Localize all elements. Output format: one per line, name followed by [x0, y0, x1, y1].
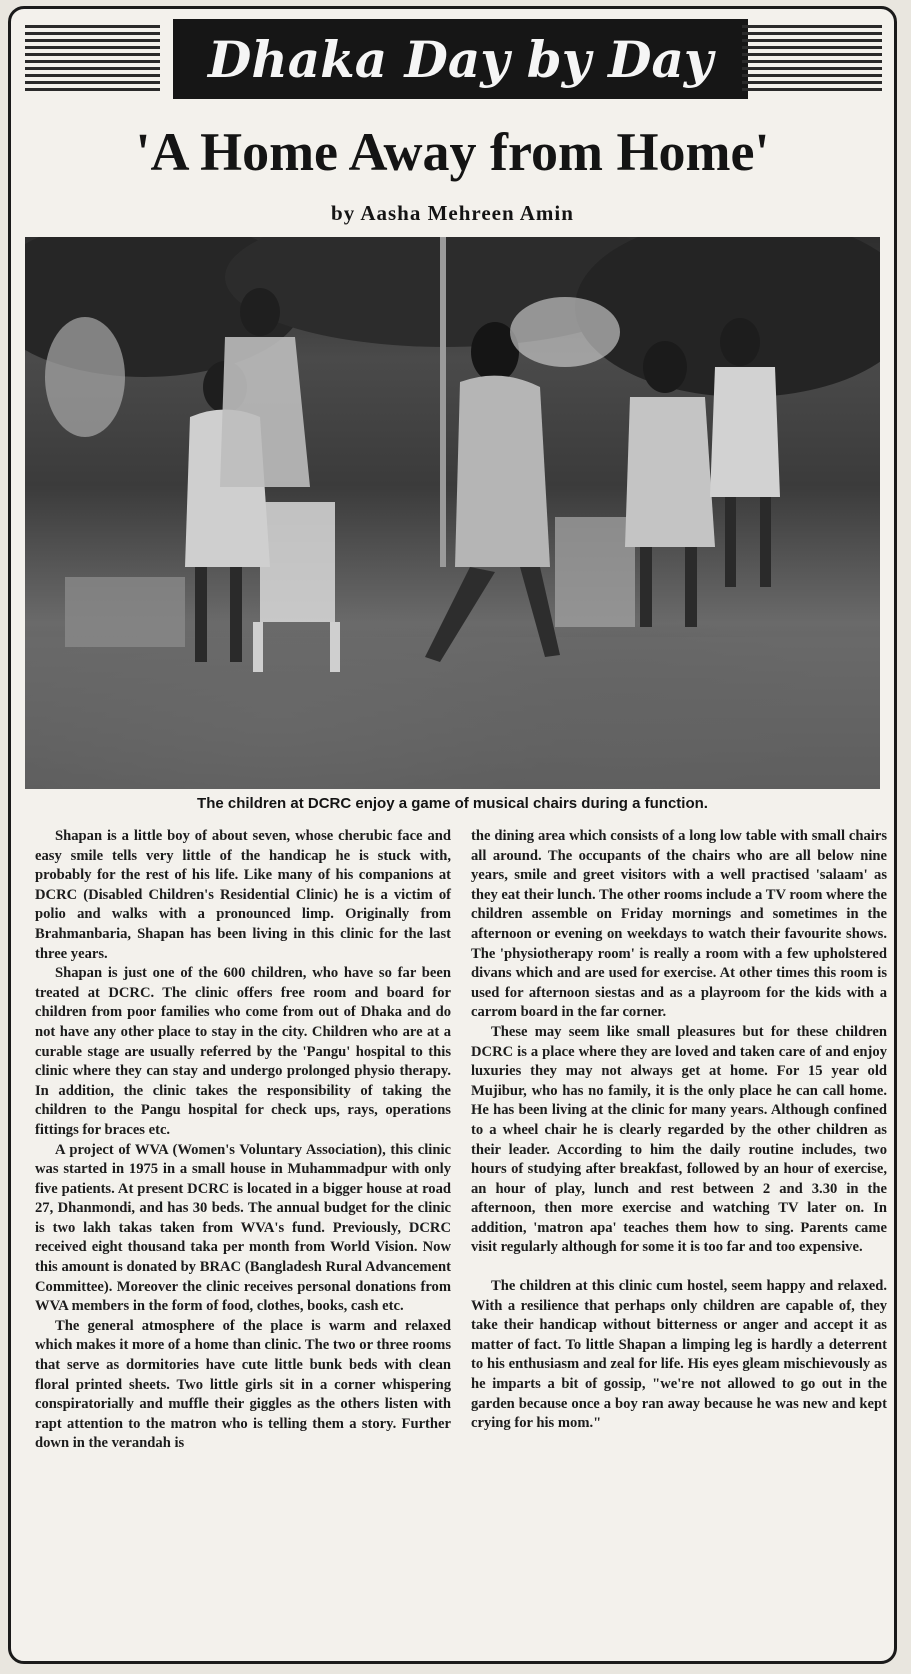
masthead [25, 19, 882, 99]
paragraph: The children at this clinic cum hostel, seem happy and relaxed. With a resilience that perhaps only children are capable of, they take their handicap without bitterness or anger and accept it as matter of fact. To little Shapan a limping leg is hardly a deterrent to his enthusiasm and zeal for life. His eyes gleam mischievously as he imparts a bit of gossip, "we're not allowed to go out in the garden because once a boy ran away because he was new and kept crying for his mom." [471, 1278, 887, 1432]
paragraph: the dining area which consists of a long low table with small chairs all around. The occupants of the chairs who are all below nine years, smile and greet visitors with a well practised 'salaam' as they eat their lunch. The other rooms include a TV room where the children assemble on Friday mornings and sometimes in the afternoon or evening on weekdays to watch their favourite shows. The 'physiotherapy room' is really a room with a few upholstered divans which and are used for exercise. At other times this room is used for afternoon siestas and as a playroom for the kids with a carrom board in the far corner. [471, 828, 887, 1021]
column-title: Dhaka Day by Day [173, 19, 748, 99]
article-headline: 'A Home Away from Home' [135, 122, 770, 182]
masthead-stripes-left [25, 25, 160, 95]
article-column-right [471, 827, 887, 1434]
masthead-stripes-right [742, 25, 882, 95]
article-byline: by Aasha Mehreen Amin [331, 201, 574, 225]
photo-caption: The children at DCRC enjoy a game of musical chairs during a function. [197, 795, 708, 812]
paragraph: Shapan is just one of the 600 children, who have so far been treated at DCRC. The clinic offers free room and board for children from poor families who come from out of Dhaka and do not have any other place to stay in the city. Children who are at a curable stage are usually referred by the 'Pangu' hospital to this clinic where they can stay and undergo prolonged physio therapy. In addition, the clinic takes the responsibility of taking the children to the Pangu hospital for check ups, rays, operations fittings for braces etc. [35, 965, 451, 1138]
paragraph: A project of WVA (Women's Voluntary Association), this clinic was started in 1975 in a small house in Muhammadpur with only five patients. At present DCRC is located in a bigger house at road 27, Dhanmondi, and has 30 beds. The annual budget for the clinic is two lakh takas taken from WVA's fund. Previously, DCRC received eight thousand taka per month from World Vision. Now this amount is donated by BRAC (Bangladesh Rural Advancement Committee). Moreover the clinic receives personal donations from WVA members in the form of food, clothes, books, cash etc. [35, 1141, 451, 1315]
newspaper-clipping [8, 6, 897, 1664]
article-column-left [35, 827, 451, 1454]
photo-scene-illustration [25, 237, 880, 789]
paragraph: Shapan is a little boy of about seven, whose cherubic face and easy smile tells very little of the handicap he is stuck with, probably for the rest of his life. Like many of his companions at DCRC (Disabled Children's Residential Clinic) he is a victim of polio and walks with a pronounced limp. Originally from Brahmanbaria, Shapan has been living in this clinic for the last three years. [35, 828, 451, 962]
paragraph: The general atmosphere of the place is warm and relaxed which makes it more of a home than clinic. The two or three rooms that serve as dormitories have cute little bunk beds with clean floral printed sheets. Two little girls sit in a corner whispering conspiratorially and muffle their giggles as the others listen with rapt attention to the matron who is telling them a story. Further down in the verandah is [35, 1317, 451, 1452]
article-photo [25, 237, 880, 789]
paragraph: These may seem like small pleasures but for these children DCRC is a place where they are loved and taken care of and enjoy luxuries they may not always get at home. For 15 year old Mujibur, who has no family, it is the only place he can call home. He has been living at the clinic for many years. Although confined to a wheel chair he is clearly regarded by the other children as their leader. According to him the daily routine includes, two hours of studying after breakfast, followed by an hour of exercise, an hour of play, lunch and rest between 2 and 3.30 in the afternoon, then more exercise and watching TV later on. In addition, 'matron apa' teaches them how to sing. Parents came visit regularly although for some it is too far and too expensive. [471, 1023, 887, 1256]
